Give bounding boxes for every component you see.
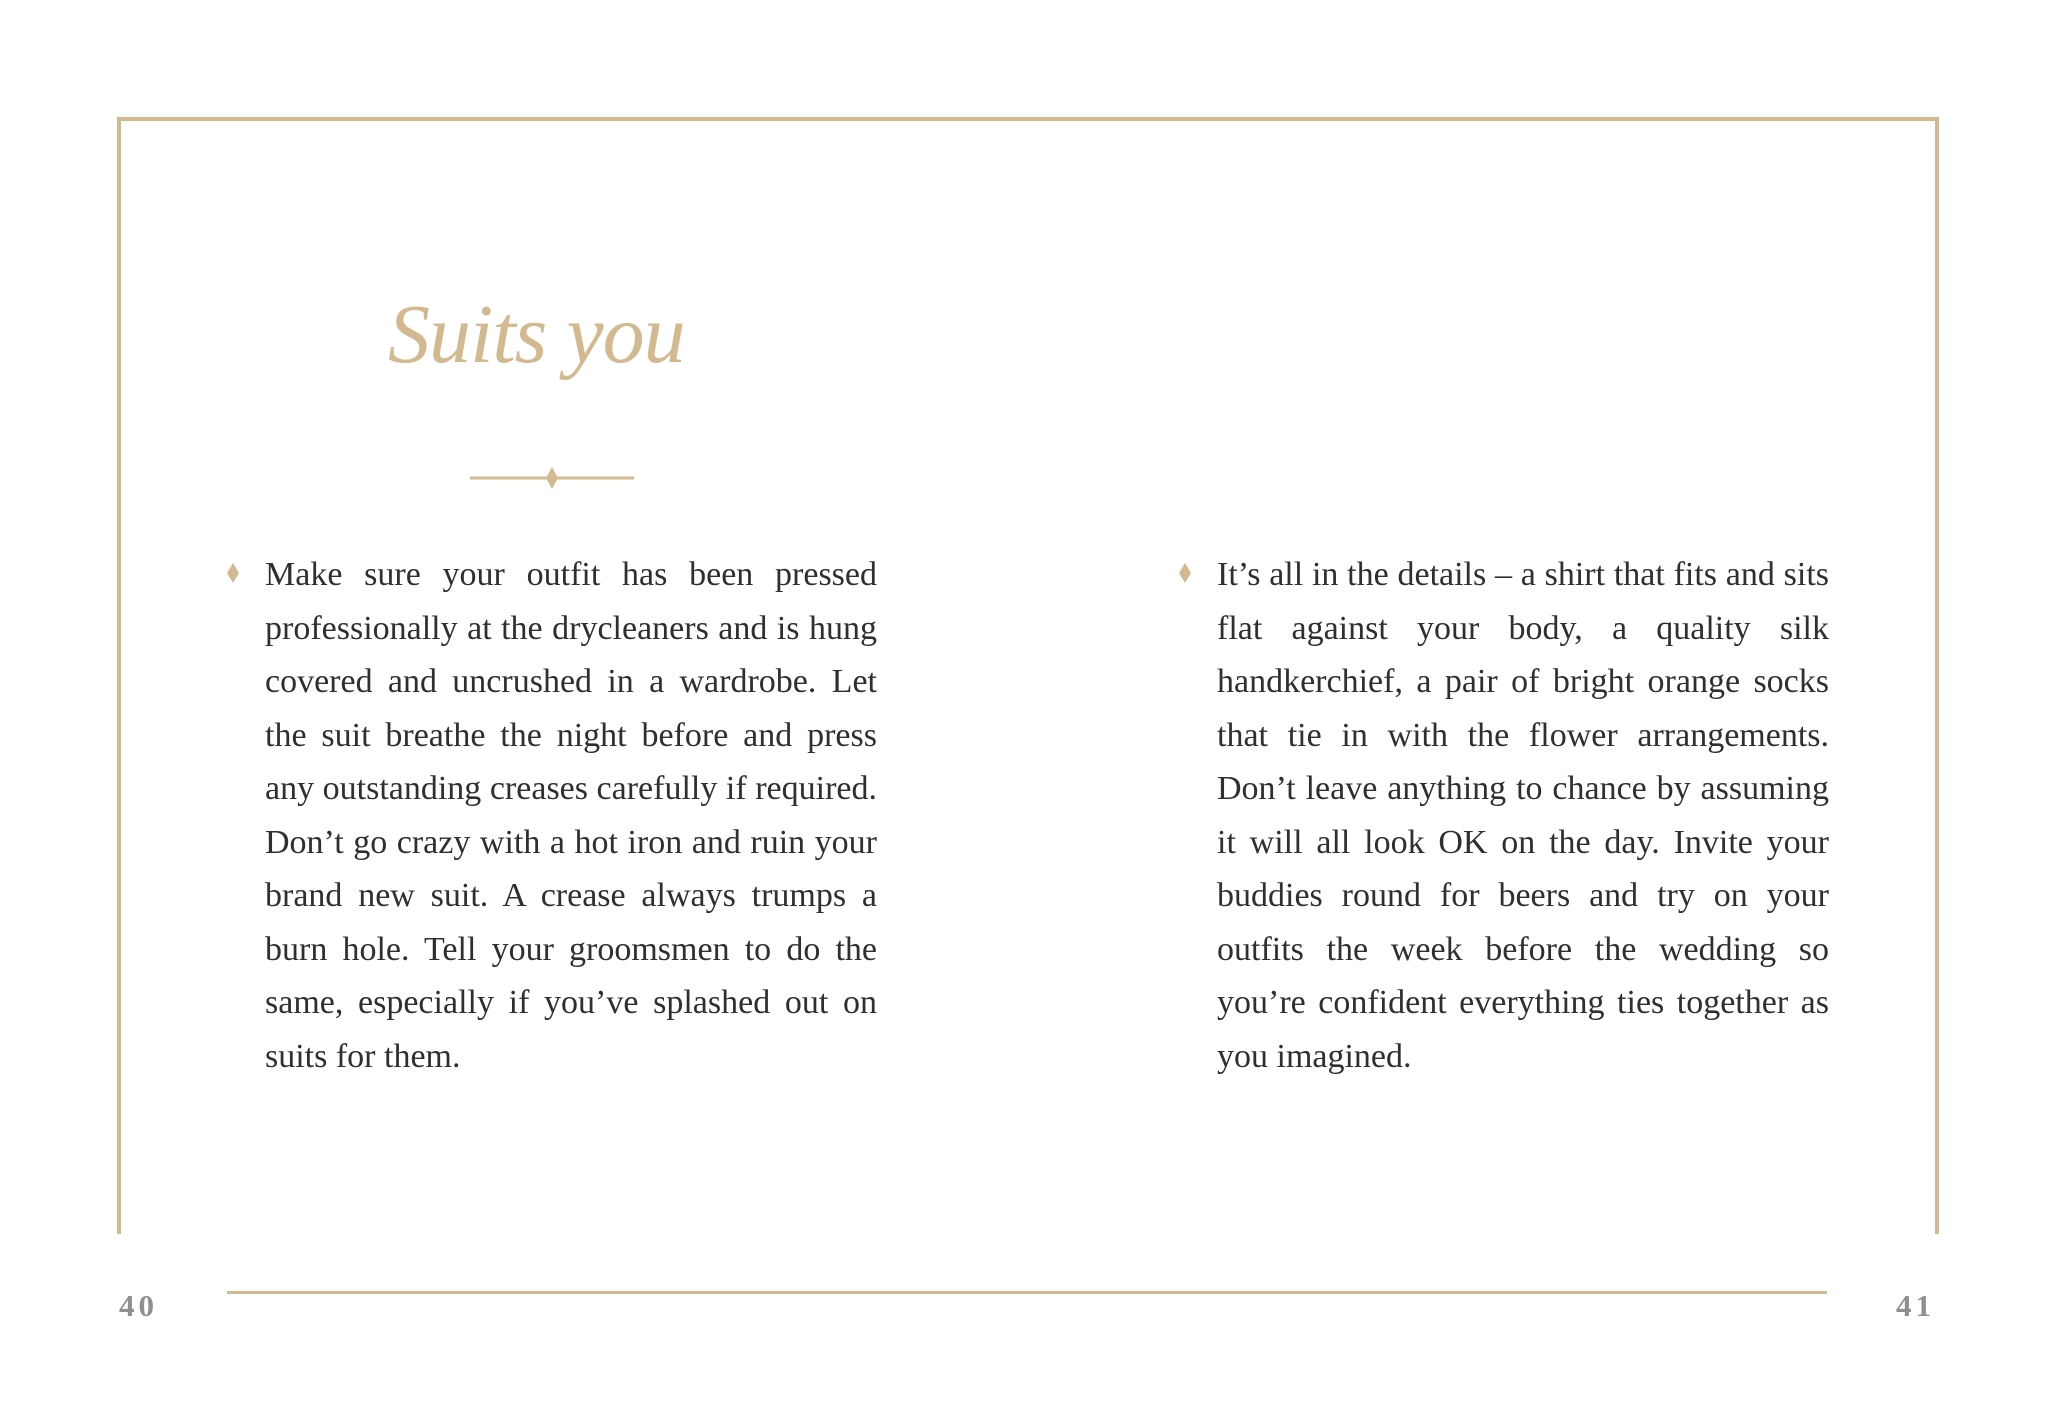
page-number-left: 40 [119,1288,158,1323]
bullet-text: It’s all in the details – a shirt that fits and sits flat against your body, a quality silk handkerchief, a pair of bright orange socks that tie in with the flower arrangements. Don’t leave anything to chance by assuming it will all look OK on the day. Invite your buddies round for beers and try on your outfits the week before the wedding so you’re confident everything ties together as you imagined. [1217,556,1829,1075]
diamond-divider-icon [470,465,634,491]
left-column [265,548,877,1083]
page-title: Suits you [388,288,685,381]
right-column [1217,548,1829,1083]
page-number-right: 41 [1896,1288,1935,1323]
page-frame-right-border [1935,117,1939,1234]
footer-rule [227,1291,1827,1294]
page-frame-top-border [117,117,1938,121]
page-frame-left-border [117,117,121,1234]
bullet-text: Make sure your outfit has been pressed professionally at the drycleaners and is hung covered and uncrushed in a wardrobe. Let the suit breathe the night before and press any outstanding creases carefully if required. Don’t go crazy with a hot iron and ruin your brand new suit. A crease always trumps a burn hole. Tell your groomsmen to do the same, especially if you’ve splashed out on suits for them. [265,556,877,1075]
diamond-bullet-icon [1178,562,1192,584]
diamond-bullet-icon [226,562,240,584]
